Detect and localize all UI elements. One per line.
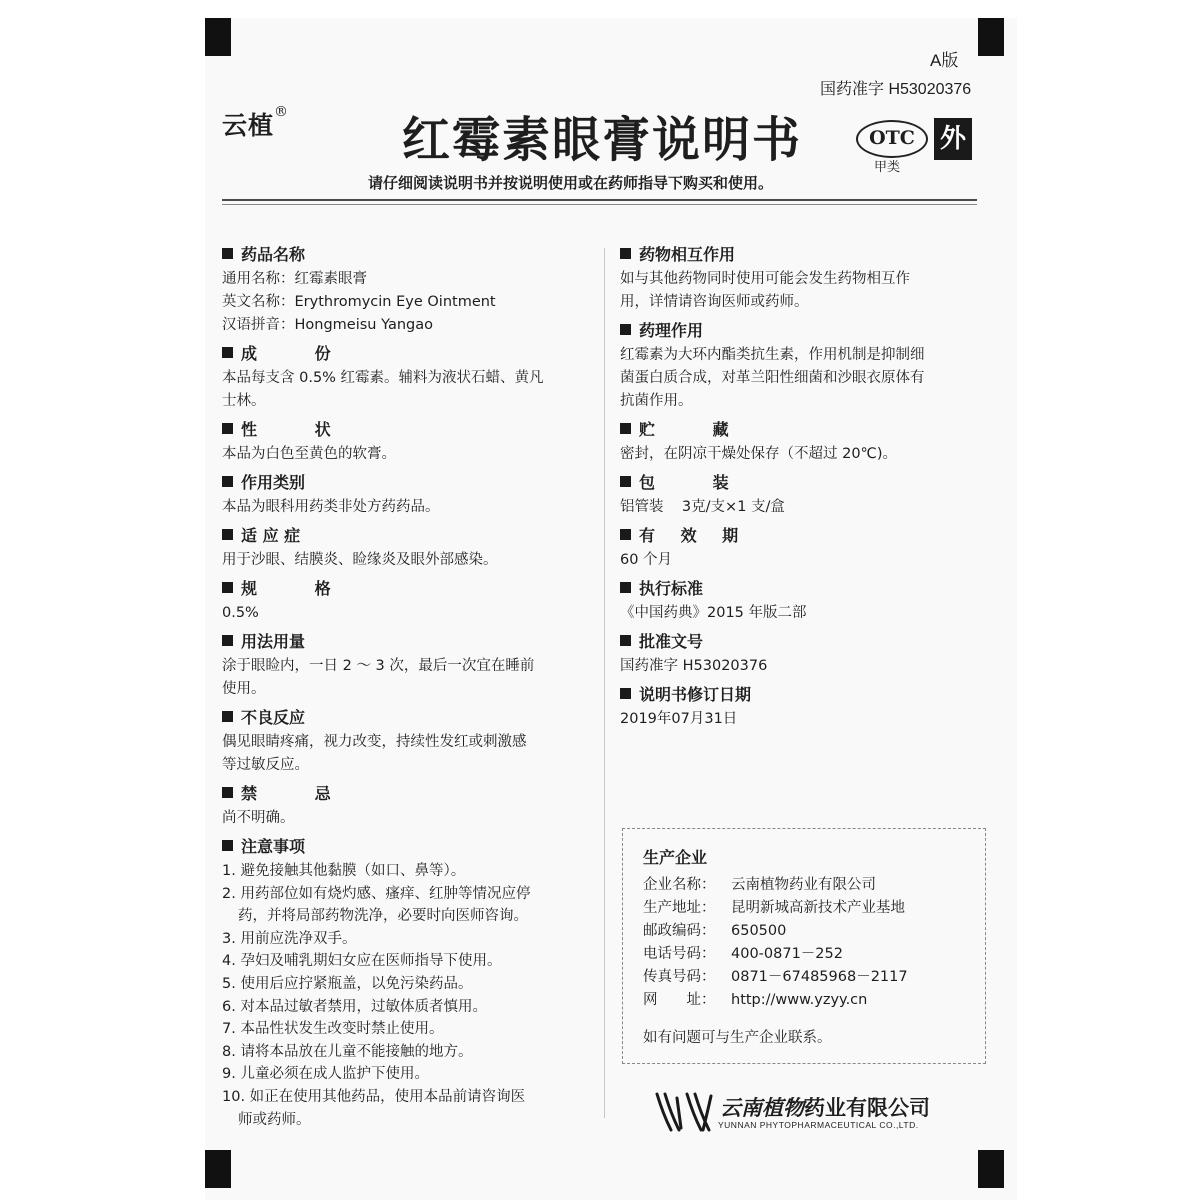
section-heading: 成 份	[222, 343, 592, 364]
section-body: 本品为眼科用药类非处方药药品。	[222, 499, 440, 515]
list-item: 1. 避免接触其他黏膜（如口、鼻等）。	[222, 863, 466, 879]
manufacturer-row: 传真号码： 0871－67485968－2117	[643, 969, 908, 985]
company-name-cn: 云南植物药业有限公司	[720, 1095, 930, 1120]
list-item: 7. 本品性状发生改变时禁止使用。	[222, 1021, 444, 1038]
section-body: 用于沙眼、结膜炎、睑缘炎及眼外部感染。	[222, 552, 498, 568]
list-item: 9. 儿童必须在成人监护下使用。	[222, 1066, 429, 1083]
section-heading: 包 装	[620, 472, 990, 493]
section-heading: 禁 忌	[222, 783, 592, 804]
bullet-square-icon	[620, 423, 631, 434]
section-dosage	[222, 631, 592, 701]
bullet-square-icon	[222, 248, 233, 259]
manufacturer-contact-note: 如有问题可与生产企业联系。	[643, 1030, 832, 1046]
bullet-square-icon	[620, 324, 631, 335]
section-body: 国药准字 H53020376	[620, 658, 768, 674]
company-name-en: YUNNAN PHYTOPHARMACEUTICAL CO.,LTD.	[718, 1120, 919, 1130]
section-properties	[222, 419, 592, 466]
section-heading: 适 应 症	[222, 525, 592, 546]
manufacturer-row: 电话号码： 400-0871－252	[643, 946, 843, 962]
section-body: 本品每支含 0.5% 红霉素。辅料为液状石蜡、黄凡 士林。	[222, 370, 544, 409]
brand-name: 云植	[222, 111, 275, 140]
section-body: 60 个月	[620, 552, 673, 568]
section-heading: 注意事项	[222, 836, 592, 857]
bullet-square-icon	[222, 476, 233, 487]
otc-badge: OTC	[856, 120, 928, 158]
bullet-square-icon	[222, 347, 233, 358]
page-title: 红霉素眼膏说明书	[402, 112, 803, 168]
otc-class-label: 甲类	[874, 160, 901, 175]
section-approval-number	[620, 631, 990, 678]
section-category	[222, 472, 592, 519]
manufacturer-row: 邮政编码： 650500	[643, 923, 787, 939]
corner-mark-top-right	[978, 18, 1004, 56]
section-body: 2019年07月31日	[620, 711, 738, 727]
section-interactions	[620, 244, 990, 314]
bullet-square-icon	[620, 248, 631, 259]
section-drug-name	[222, 244, 592, 337]
list-item: 2. 用药部位如有烧灼感、瘙痒、红肿等情况应停	[222, 885, 531, 902]
manufacturer-row: 生产地址： 昆明新城高新技术产业基地	[643, 900, 905, 916]
manufacturer-row: 网 址： http://www.yzyy.cn	[643, 992, 868, 1008]
section-heading: 药物相互作用	[620, 244, 990, 265]
header-divider-bottom	[222, 204, 977, 205]
section-adverse-reactions	[222, 707, 592, 777]
approval-number-top: 国药准字 H53020376	[820, 81, 972, 98]
precautions-list	[222, 860, 592, 1131]
bullet-square-icon	[620, 476, 631, 487]
external-use-badge: 外	[934, 118, 972, 160]
section-body: 尚不明确。	[222, 810, 295, 826]
bullet-square-icon	[222, 423, 233, 434]
section-body: 《中国药典》2015 年版二部	[620, 605, 807, 621]
list-item: 6. 对本品过敏者禁用，过敏体质者慎用。	[222, 998, 487, 1015]
bullet-square-icon	[620, 529, 631, 540]
brand-logo	[222, 106, 289, 142]
corner-mark-bottom-left	[205, 1150, 231, 1188]
section-heading: 执行标准	[620, 578, 990, 599]
bullet-square-icon	[222, 635, 233, 646]
section-heading: 有 效 期	[620, 525, 990, 546]
bullet-square-icon	[222, 711, 233, 722]
section-standard	[620, 578, 990, 625]
section-body: 涂于眼睑内，一日 2 ～ 3 次，最后一次宜在睡前 使用。	[222, 658, 535, 697]
section-body: 偶见眼睛疼痛，视力改变，持续性发红或刺激感 等过敏反应。	[222, 734, 527, 773]
bullet-square-icon	[222, 787, 233, 798]
left-column	[222, 244, 592, 1137]
manufacturer-row: 企业名称： 云南植物药业有限公司	[643, 877, 876, 893]
section-heading: 用法用量	[222, 631, 592, 652]
bullet-square-icon	[620, 635, 631, 646]
bullet-square-icon	[620, 688, 631, 699]
section-body: 0.5%	[222, 605, 259, 621]
section-body: 通用名称：红霉素眼膏 英文名称：Erythromycin Eye Ointment 汉语拼音：Hongmeisu Yangao	[222, 271, 496, 333]
corner-mark-top-left	[205, 18, 231, 56]
list-item-continued: 师或药师。	[238, 1111, 311, 1128]
list-item: 3. 用前应洗净双手。	[222, 930, 357, 947]
right-column	[620, 244, 990, 737]
list-item: 8. 请将本品放在儿童不能接触的地方。	[222, 1043, 473, 1060]
section-contraindications	[222, 783, 592, 830]
section-body: 密封，在阴凉干燥处保存（不超过 20℃)。	[620, 446, 897, 462]
section-heading: 作用类别	[222, 472, 592, 493]
section-heading: 批准文号	[620, 631, 990, 652]
section-body: 本品为白色至黄色的软膏。	[222, 446, 396, 462]
section-heading: 性 状	[222, 419, 592, 440]
section-heading: 药品名称	[222, 244, 592, 265]
corner-mark-bottom-right	[978, 1150, 1004, 1188]
bullet-square-icon	[222, 582, 233, 593]
section-specification	[222, 578, 592, 625]
bullet-square-icon	[222, 840, 233, 851]
section-indications	[222, 525, 592, 572]
bullet-square-icon	[620, 582, 631, 593]
section-package	[620, 472, 990, 519]
section-pharmacology	[620, 320, 990, 413]
column-divider	[604, 248, 605, 1118]
section-body: 铝管装 3克/支×1 支/盒	[620, 499, 785, 515]
section-heading: 规 格	[222, 578, 592, 599]
section-composition	[222, 343, 592, 413]
usage-instruction: 请仔细阅读说明书并按说明使用或在药师指导下购买和使用。	[368, 174, 774, 192]
section-heading: 说明书修订日期	[620, 684, 990, 705]
manufacturer-box	[622, 828, 986, 1064]
manufacturer-title: 生产企业	[643, 848, 708, 867]
list-item: 5. 使用后应拧紧瓶盖，以免污染药品。	[222, 975, 473, 992]
registered-mark: ®	[274, 104, 290, 120]
bullet-square-icon	[222, 529, 233, 540]
list-item: 10. 如正在使用其他药品，使用本品前请咨询医	[222, 1088, 526, 1105]
list-item: 4. 孕妇及哺乳期妇女应在医师指导下使用。	[222, 953, 502, 970]
section-heading: 不良反应	[222, 707, 592, 728]
list-item-continued: 药，并将局部药物洗净，必要时向医师咨询。	[238, 908, 528, 925]
section-revision-date	[620, 684, 990, 731]
section-validity	[620, 525, 990, 572]
section-heading: 贮 藏	[620, 419, 990, 440]
edition-label: A版	[930, 51, 959, 70]
header-divider-top	[222, 199, 977, 201]
section-body: 如与其他药物同时使用可能会发生药物相互作 用，详情请咨询医师或药师。	[620, 271, 910, 310]
section-storage	[620, 419, 990, 466]
section-body: 红霉素为大环内酯类抗生素，作用机制是抑制细 菌蛋白质合成，对革兰阳性细菌和沙眼衣原体有 抗菌作用。	[620, 347, 925, 409]
section-heading: 药理作用	[620, 320, 990, 341]
section-precautions	[222, 836, 592, 1131]
